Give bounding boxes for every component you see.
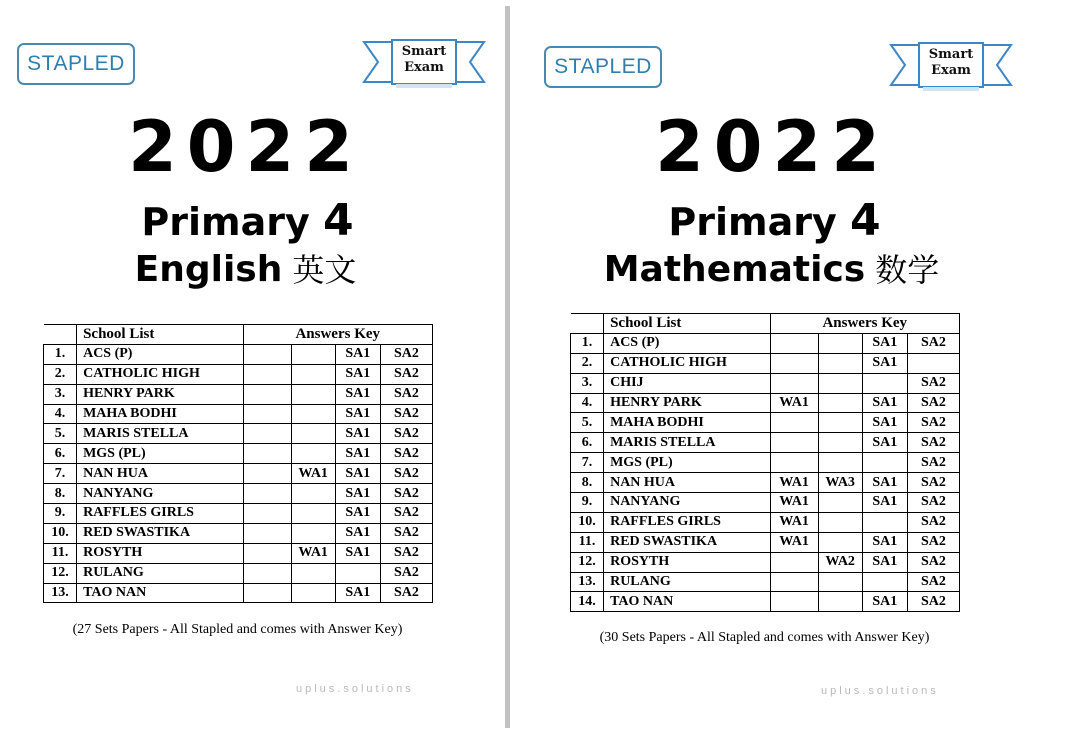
answer-key-cell: SA2 [380, 583, 432, 603]
answer-key-cell: SA2 [380, 384, 432, 404]
subject-chinese: 英文 [292, 251, 357, 289]
answer-key-cell [291, 384, 335, 404]
answer-key-cell [862, 373, 907, 393]
stapled-badge: STAPLED [544, 46, 662, 88]
answer-key-cell: SA2 [907, 333, 959, 353]
table-row [571, 393, 960, 413]
school-answer-table [43, 324, 433, 603]
row-number: 11. [571, 532, 604, 552]
subject-title [508, 248, 1035, 292]
answer-key-cell [770, 353, 818, 373]
answer-key-cell: WA3 [818, 473, 862, 493]
answer-key-cell [291, 563, 335, 583]
answer-key-cell [818, 572, 862, 592]
school-name: MGS (PL) [604, 453, 770, 473]
smart-exam-label [922, 47, 980, 79]
answer-key-cell [243, 563, 291, 583]
answer-key-cell [862, 572, 907, 592]
answer-key-cell [335, 563, 380, 583]
answer-key-cell: SA1 [335, 464, 380, 484]
table-header-row [571, 314, 960, 334]
answer-key-cell: SA2 [380, 523, 432, 543]
answer-key-cell [243, 583, 291, 603]
answer-key-cell [291, 344, 335, 364]
answers-key-header: Answers Key [243, 325, 433, 345]
table-row [571, 592, 960, 612]
stapled-badge: STAPLED [17, 43, 135, 85]
level-title [511, 195, 1038, 246]
school-name: NANYANG [77, 484, 243, 504]
school-name: ACS (P) [77, 344, 243, 364]
answer-key-cell [291, 583, 335, 603]
answer-key-cell [770, 453, 818, 473]
answer-key-cell: SA2 [907, 393, 959, 413]
answer-key-cell [291, 424, 335, 444]
table-row [44, 424, 433, 444]
answer-key-cell: SA2 [380, 344, 432, 364]
answer-key-cell: SA1 [862, 353, 907, 373]
answer-key-cell: SA2 [907, 552, 959, 572]
row-number: 7. [44, 464, 77, 484]
badge-line-1: Smart [401, 44, 447, 59]
school-list-header: School List [77, 325, 243, 345]
answer-key-cell: WA1 [770, 493, 818, 513]
row-number: 9. [44, 504, 77, 524]
table-row [44, 484, 433, 504]
table-row [44, 344, 433, 364]
answer-key-cell [243, 424, 291, 444]
school-name: MAHA BODHI [604, 413, 770, 433]
answer-key-cell: SA1 [862, 393, 907, 413]
school-name: TAO NAN [77, 583, 243, 603]
answer-key-cell: SA1 [335, 444, 380, 464]
answer-key-cell [243, 523, 291, 543]
answer-key-cell: SA2 [907, 512, 959, 532]
answer-key-cell: SA2 [380, 484, 432, 504]
answer-key-cell [818, 433, 862, 453]
school-name: MGS (PL) [77, 444, 243, 464]
subject-title [0, 248, 509, 292]
school-name: HENRY PARK [77, 384, 243, 404]
table-row [571, 532, 960, 552]
row-number: 10. [571, 512, 604, 532]
header-spacer [44, 325, 77, 345]
table-row [44, 583, 433, 603]
answer-key-cell: SA1 [335, 344, 380, 364]
smart-exam-badge [362, 38, 486, 90]
row-number: 6. [571, 433, 604, 453]
row-number: 5. [571, 413, 604, 433]
answer-key-cell: SA1 [335, 543, 380, 563]
school-name: NAN HUA [604, 473, 770, 493]
school-name: ACS (P) [604, 333, 770, 353]
table-row [44, 523, 433, 543]
answer-key-cell: SA2 [380, 404, 432, 424]
answer-key-cell: WA1 [770, 532, 818, 552]
watermark: uplus.solutions [821, 685, 939, 697]
table-row [44, 543, 433, 563]
answer-key-cell [770, 592, 818, 612]
answer-key-cell: SA2 [907, 373, 959, 393]
answer-key-cell: SA2 [907, 433, 959, 453]
school-name: RULANG [77, 563, 243, 583]
answer-key-cell [770, 333, 818, 353]
table-row [571, 552, 960, 572]
answer-key-cell [291, 484, 335, 504]
answer-key-cell [818, 493, 862, 513]
answer-key-cell: SA2 [380, 364, 432, 384]
answer-key-cell [907, 353, 959, 373]
school-name: RED SWASTIKA [77, 523, 243, 543]
level-word: Primary [668, 200, 837, 244]
answer-key-cell: SA1 [335, 504, 380, 524]
answer-key-cell: SA2 [380, 563, 432, 583]
answer-key-cell: SA1 [335, 364, 380, 384]
school-name: MARIS STELLA [604, 433, 770, 453]
answer-key-cell: SA1 [335, 404, 380, 424]
row-number: 6. [44, 444, 77, 464]
answer-key-cell: SA2 [907, 572, 959, 592]
smart-exam-label [395, 44, 453, 76]
level-word: Primary [141, 200, 310, 244]
level-number: 4 [322, 195, 354, 246]
school-name: RAFFLES GIRLS [604, 512, 770, 532]
year-title: 2022 [655, 106, 890, 188]
school-name: ROSYTH [604, 552, 770, 572]
row-number: 12. [571, 552, 604, 572]
answer-key-cell [243, 344, 291, 364]
subject-name: English [134, 249, 283, 290]
table-row [44, 404, 433, 424]
answer-key-cell: WA1 [770, 512, 818, 532]
answer-key-cell: SA1 [862, 333, 907, 353]
school-name: HENRY PARK [604, 393, 770, 413]
school-name: CATHOLIC HIGH [604, 353, 770, 373]
answer-key-cell: SA1 [862, 433, 907, 453]
row-number: 8. [571, 473, 604, 493]
row-number: 5. [44, 424, 77, 444]
answer-key-cell: SA1 [335, 583, 380, 603]
school-name: NAN HUA [77, 464, 243, 484]
table-row [571, 333, 960, 353]
english-flyer [0, 0, 527, 736]
answer-key-cell: WA2 [818, 552, 862, 572]
answer-key-cell: WA1 [291, 543, 335, 563]
row-number: 9. [571, 493, 604, 513]
row-number: 13. [571, 572, 604, 592]
answer-key-cell: SA2 [380, 464, 432, 484]
table-row [44, 504, 433, 524]
row-number: 3. [571, 373, 604, 393]
answer-key-cell [818, 532, 862, 552]
answer-key-cell: SA1 [862, 592, 907, 612]
school-list-header: School List [604, 314, 770, 334]
table-row [571, 572, 960, 592]
answer-key-cell [243, 404, 291, 424]
school-name: CHIJ [604, 373, 770, 393]
answer-key-cell: SA2 [907, 473, 959, 493]
row-number: 12. [44, 563, 77, 583]
answer-key-cell: SA1 [862, 532, 907, 552]
answers-key-header: Answers Key [770, 314, 960, 334]
level-number: 4 [849, 195, 881, 246]
header-spacer [571, 314, 604, 334]
answer-key-cell: WA1 [770, 473, 818, 493]
answer-key-cell [818, 373, 862, 393]
answer-key-cell: SA2 [907, 592, 959, 612]
answer-key-cell: SA2 [907, 493, 959, 513]
row-number: 8. [44, 484, 77, 504]
badge-line-2: Exam [931, 63, 971, 78]
school-name: ROSYTH [77, 543, 243, 563]
answer-key-cell [818, 512, 862, 532]
answer-key-cell: SA2 [380, 543, 432, 563]
answer-key-cell [862, 512, 907, 532]
answer-key-cell [243, 543, 291, 563]
answer-key-cell [818, 333, 862, 353]
row-number: 13. [44, 583, 77, 603]
row-number: 10. [44, 523, 77, 543]
table-header-row [44, 325, 433, 345]
answer-key-cell [818, 453, 862, 473]
answer-key-cell [291, 444, 335, 464]
answer-key-cell: SA2 [907, 413, 959, 433]
table-row [44, 384, 433, 404]
table-row [44, 364, 433, 384]
table-row [571, 453, 960, 473]
answer-key-cell: SA1 [335, 484, 380, 504]
answer-key-cell [770, 572, 818, 592]
answer-key-cell: SA1 [335, 424, 380, 444]
footnote: (30 Sets Papers - All Stapled and comes with Answer Key) [599, 630, 930, 645]
subject-name: Mathematics [603, 249, 866, 290]
table-row [571, 413, 960, 433]
answer-key-cell: SA2 [380, 444, 432, 464]
watermark: uplus.solutions [296, 683, 414, 695]
subject-chinese: 数学 [875, 251, 940, 289]
table-row [44, 444, 433, 464]
answer-key-cell [770, 373, 818, 393]
answer-key-cell: SA1 [335, 523, 380, 543]
table-row [571, 512, 960, 532]
answer-key-cell [818, 393, 862, 413]
level-title [0, 195, 511, 246]
answer-key-cell [243, 504, 291, 524]
school-name: NANYANG [604, 493, 770, 513]
row-number: 2. [571, 353, 604, 373]
answer-key-cell [243, 384, 291, 404]
answer-key-cell: WA1 [291, 464, 335, 484]
answer-key-cell [243, 364, 291, 384]
answer-key-cell: SA2 [380, 504, 432, 524]
answer-key-cell: SA2 [907, 532, 959, 552]
answer-key-cell [818, 592, 862, 612]
answer-key-cell: SA1 [862, 493, 907, 513]
year-title: 2022 [128, 106, 363, 188]
school-name: RAFFLES GIRLS [77, 504, 243, 524]
row-number: 3. [44, 384, 77, 404]
row-number: 4. [44, 404, 77, 424]
school-name: MAHA BODHI [77, 404, 243, 424]
answer-key-cell: SA1 [335, 384, 380, 404]
answer-key-cell [818, 413, 862, 433]
row-number: 4. [571, 393, 604, 413]
answer-key-cell [243, 444, 291, 464]
row-number: 11. [44, 543, 77, 563]
answer-key-cell [818, 353, 862, 373]
answer-key-cell: WA1 [770, 393, 818, 413]
answer-key-cell: SA2 [380, 424, 432, 444]
table-row [571, 373, 960, 393]
answer-key-cell: SA1 [862, 473, 907, 493]
table-row [571, 473, 960, 493]
table-row [44, 563, 433, 583]
school-answer-table [570, 313, 960, 612]
badge-line-1: Smart [928, 47, 974, 62]
answer-key-cell [243, 464, 291, 484]
row-number: 1. [44, 344, 77, 364]
answer-key-cell [770, 433, 818, 453]
school-name: TAO NAN [604, 592, 770, 612]
mathematics-flyer [527, 0, 1054, 736]
answer-key-cell [291, 404, 335, 424]
answer-key-cell: SA1 [862, 552, 907, 572]
answer-key-cell [770, 552, 818, 572]
answer-key-cell [243, 484, 291, 504]
answer-key-cell [291, 364, 335, 384]
row-number: 1. [571, 333, 604, 353]
smart-exam-badge [889, 41, 1013, 93]
school-name: MARIS STELLA [77, 424, 243, 444]
school-name: RULANG [604, 572, 770, 592]
table-row [44, 464, 433, 484]
table-row [571, 353, 960, 373]
answer-key-cell [291, 504, 335, 524]
answer-key-cell [862, 453, 907, 473]
table-row [571, 433, 960, 453]
school-name: CATHOLIC HIGH [77, 364, 243, 384]
badge-line-2: Exam [404, 60, 444, 75]
school-name: RED SWASTIKA [604, 532, 770, 552]
answer-key-cell [291, 523, 335, 543]
row-number: 2. [44, 364, 77, 384]
row-number: 14. [571, 592, 604, 612]
answer-key-cell: SA1 [862, 413, 907, 433]
row-number: 7. [571, 453, 604, 473]
table-row [571, 493, 960, 513]
footnote: (27 Sets Papers - All Stapled and comes with Answer Key) [72, 622, 403, 637]
answer-key-cell: SA2 [907, 453, 959, 473]
answer-key-cell [770, 413, 818, 433]
